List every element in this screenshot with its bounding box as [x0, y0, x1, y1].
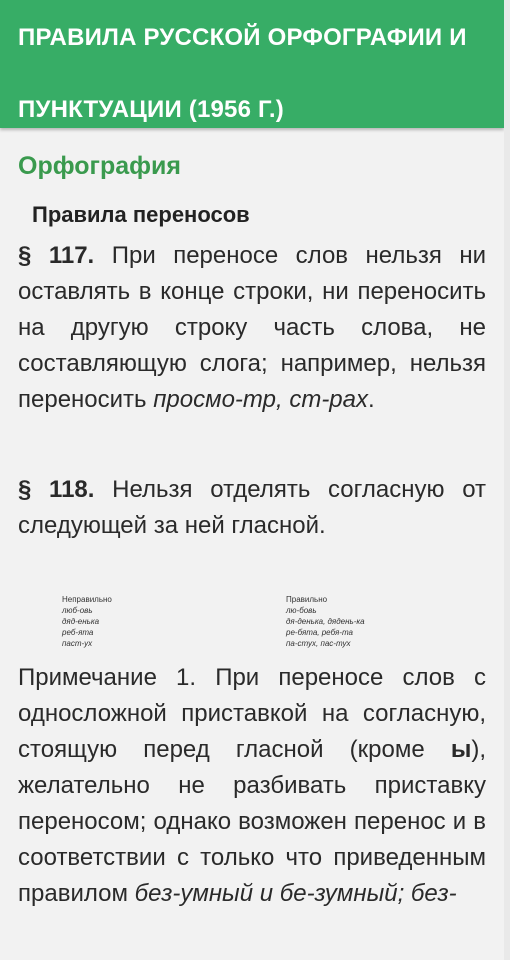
paragraph-number: § 118. [18, 476, 95, 503]
note-text: Примечание 1. При переносе слов с односложной приставкой на согласную, стоящую перед гласной (кроме [18, 664, 486, 763]
table-row: паст-ух [62, 639, 93, 648]
section-title: Орфография [18, 152, 181, 180]
paragraph-text: При переносе слов нельзя ни оставлять в конце строки, ни переносить на другую строку часть слова, не составляющую слога; например, нельзя переносить [18, 242, 486, 413]
table-row: ре-бята, ребя-та [286, 628, 353, 637]
note-bold-letter: ы [450, 736, 472, 763]
app-header [0, 0, 504, 128]
note-text: ), желательно не разбивать приставку переносом; однако возможен перенос и в соответствии с только что приведенным правилом [18, 736, 486, 907]
subsection-title: Правила переносов [32, 202, 250, 227]
table-row: лю-бовь [286, 606, 317, 615]
table-row: па-стух, пас-тух [286, 639, 351, 648]
table-row: дяд-енька [62, 617, 100, 626]
wrong-column [62, 594, 112, 649]
table-row: люб-овь [62, 606, 93, 615]
example-words: просмо-тр, ст-рах [153, 386, 368, 413]
paragraph-118 [18, 472, 486, 544]
paragraph-number: § 117. [18, 242, 95, 269]
paragraph-text: Нельзя отделять согласную от следующей за ней гласной. [18, 476, 487, 539]
example-words: без-умный и бе-зумный; без- [134, 880, 457, 907]
paragraph-end: . [368, 386, 375, 413]
note-1 [18, 660, 486, 912]
table-row: дя-денька, дядень-ка [286, 617, 365, 626]
right-column [286, 594, 365, 649]
paragraph-117 [18, 238, 486, 418]
page-title: ПРАВИЛА РУССКОЙ ОРФОГРАФИИ И ПУНКТУАЦИИ (1956 Г.) [18, 24, 467, 123]
table-row: реб-ята [62, 628, 94, 637]
column-header: Неправильно [62, 595, 112, 604]
scrollbar[interactable] [504, 0, 510, 960]
column-header: Правильно [286, 595, 328, 604]
